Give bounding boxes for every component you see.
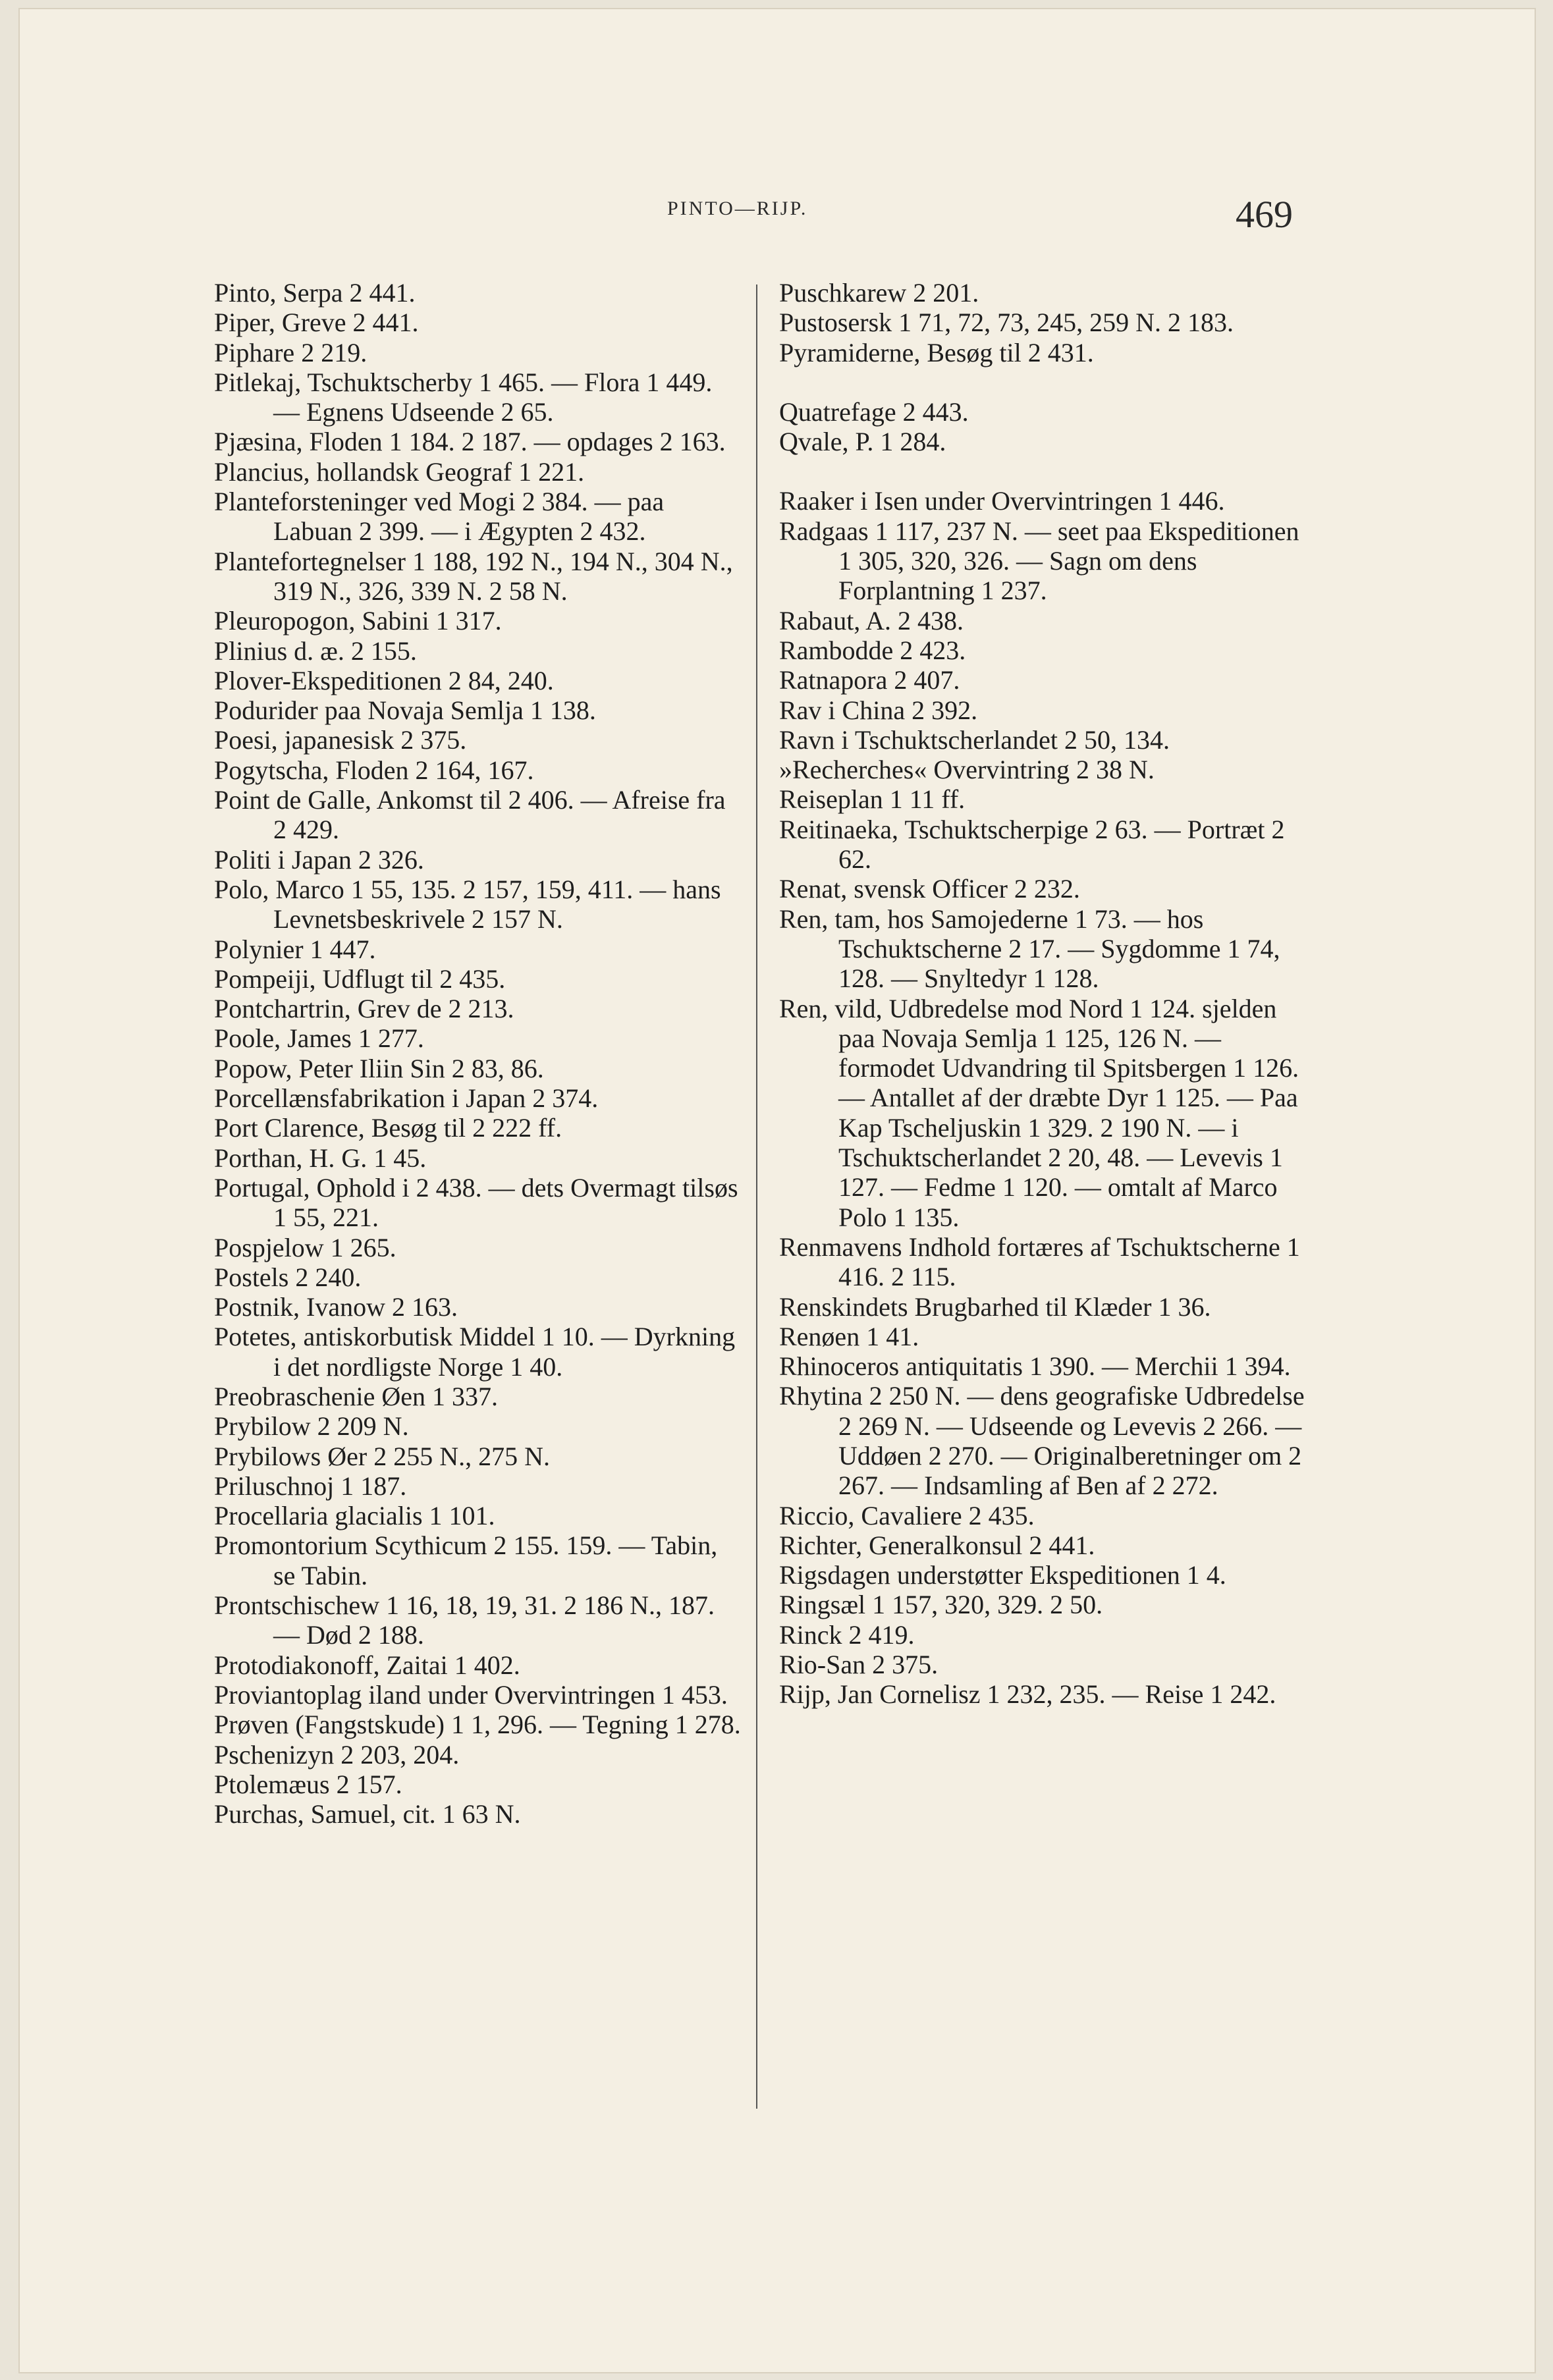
index-entry: Rav i China 2 392. xyxy=(779,695,978,725)
index-entry: Reitinaeka, Tschuktscherpige 2 63. — Portræt 2 62. xyxy=(779,814,1285,875)
index-entry: Pinto, Serpa 2 441. xyxy=(214,278,416,308)
index-entry: Promontorium Scythicum 2 155. 159. — Tabin, se Tabin. xyxy=(214,1530,718,1590)
index-entry: Renøen 1 41. xyxy=(779,1321,919,1351)
index-entry: Poole, James 1 277. xyxy=(214,1023,424,1054)
book-page xyxy=(18,8,1536,2373)
index-group-p xyxy=(779,278,1306,367)
group-spacer xyxy=(779,367,1306,397)
index-entry: Pospjelow 1 265. xyxy=(214,1232,396,1262)
index-column-right xyxy=(779,278,1306,1710)
index-entry: »Recherches« Overvintring 2 38 N. xyxy=(779,755,1155,785)
index-entry: Proviantoplag iland under Overvintringen 1 453. xyxy=(214,1679,728,1710)
index-entry: Porthan, H. G. 1 45. xyxy=(214,1143,427,1173)
index-entry: Renskindets Brugbarhed til Klæder 1 36. xyxy=(779,1291,1211,1322)
column-divider xyxy=(756,284,757,2109)
index-entry: Pleuropogon, Sabini 1 317. xyxy=(214,606,502,636)
index-entry: Preobraschenie Øen 1 337. xyxy=(214,1381,498,1411)
index-entry: Rinck 2 419. xyxy=(779,1619,915,1650)
index-entry: Qvale, P. 1 284. xyxy=(779,427,946,457)
index-entry: Plancius, hollandsk Geograf 1 221. xyxy=(214,456,585,487)
index-entry: Riccio, Cavaliere 2 435. xyxy=(779,1500,1035,1530)
index-entry: Purchas, Samuel, cit. 1 63 N. xyxy=(214,1799,521,1829)
index-entry: Radgaas 1 117, 237 N. — seet paa Ekspeditionen 1 305, 320, 326. — Sagn om dens Forplantning 1 237. xyxy=(779,516,1299,606)
index-entry: Rabaut, A. 2 438. xyxy=(779,605,964,636)
index-entry: Pyramiderne, Besøg til 2 431. xyxy=(779,337,1094,367)
index-entry: Raaker i Isen under Overvintringen 1 446. xyxy=(779,486,1225,516)
index-entry: Rhinoceros antiquitatis 1 390. — Merchii 1 394. xyxy=(779,1351,1291,1382)
index-entry: Procellaria glacialis 1 101. xyxy=(214,1501,495,1531)
index-entry: Pjæsina, Floden 1 184. 2 187. — opdages 2 163. xyxy=(214,427,726,457)
index-entry: Priluschnoj 1 187. xyxy=(214,1471,407,1501)
index-entry: Ren, tam, hos Samojederne 1 73. — hos Tschuktscherne 2 17. — Sygdomme 1 74, 128. — Snyltedyr 1 128. xyxy=(779,904,1280,994)
index-entry: Piper, Greve 2 441. xyxy=(214,308,419,338)
index-entry: Portugal, Ophold i 2 438. — dets Overmagt tilsøs 1 55, 221. xyxy=(214,1172,738,1233)
running-header: PINTO—RIJP. xyxy=(667,198,808,219)
group-spacer xyxy=(779,456,1306,486)
index-entry: Point de Galle, Ankomst til 2 406. — Afreise fra 2 429. xyxy=(214,785,726,845)
index-entry: Ratnapora 2 407. xyxy=(779,665,960,695)
index-entry: Piphare 2 219. xyxy=(214,337,368,367)
index-entry: Port Clarence, Besøg til 2 222 ff. xyxy=(214,1113,562,1143)
index-entry: Ren, vild, Udbredelse mod Nord 1 124. sjelden paa Novaja Semlja 1 125, 126 N. — formodet Udvandring til Spitsbergen 1 126. — Antallet af der dræbte Dyr 1 125. — Paa Kap Tscheljuskin 1 329. 2 190 N. — i Tschuktscherlandet 2 20, 48. — Levevis 1 127. — Fedme 1 120. — omtalt af Marco Polo 1 135. xyxy=(779,993,1299,1232)
index-entry: Renmavens Indhold fortæres af Tschuktscherne 1 416. 2 115. xyxy=(779,1231,1300,1292)
page-number: 469 xyxy=(1236,193,1293,236)
index-entry: Quatrefage 2 443. xyxy=(779,396,969,427)
index-group-q xyxy=(779,397,1306,457)
index-entry: Pitlekaj, Tschuktscherby 1 465. — Flora 1 449. — Egnens Udseende 2 65. xyxy=(214,367,713,427)
index-entry: Plantefortegnelser 1 188, 192 N., 194 N., 304 N., 319 N., 326, 339 N. 2 58 N. xyxy=(214,546,733,606)
index-entry: Poesi, japanesisk 2 375. xyxy=(214,725,467,755)
index-entry: Pontchartrin, Grev de 2 213. xyxy=(214,994,514,1024)
index-entry: Polynier 1 447. xyxy=(214,934,376,964)
index-entry: Plover-Ekspeditionen 2 84, 240. xyxy=(214,665,554,695)
index-entry: Puschkarew 2 201. xyxy=(779,278,979,308)
index-entry: Reiseplan 1 11 ff. xyxy=(779,784,966,815)
index-entry: Postels 2 240. xyxy=(214,1262,362,1292)
index-entry: Potetes, antiskorbutisk Middel 1 10. — Dyrkning i det nordligste Norge 1 40. xyxy=(214,1322,736,1382)
index-entry: Polo, Marco 1 55, 135. 2 157, 159, 411. — hans Levnetsbeskrivele 2 157 N. xyxy=(214,874,721,934)
index-entry: Pogytscha, Floden 2 164, 167. xyxy=(214,755,534,785)
index-entry: Rambodde 2 423. xyxy=(779,635,966,665)
index-entry: Prybilows Øer 2 255 N., 275 N. xyxy=(214,1441,550,1471)
index-entry: Prøven (Fangstskude) 1 1, 296. — Tegning 1 278. xyxy=(214,1710,741,1740)
index-entry: Prybilow 2 209 N. xyxy=(214,1411,409,1442)
index-entry: Ringsæl 1 157, 320, 329. 2 50. xyxy=(779,1590,1103,1620)
index-entry: Prontschischew 1 16, 18, 19, 31. 2 186 N., 187. — Død 2 188. xyxy=(214,1590,715,1650)
index-entry: Ptolemæus 2 157. xyxy=(214,1769,402,1799)
index-column-left xyxy=(214,278,741,1829)
index-entry: Rhytina 2 250 N. — dens geografiske Udbredelse 2 269 N. — Udseende og Levevis 2 266. — Uddøen 2 270. — Originalberetninger om 2 267. — Indsamling af Ben af 2 272. xyxy=(779,1381,1305,1501)
index-group-r xyxy=(779,486,1306,1709)
index-entry: Protodiakonoff, Zaitai 1 402. xyxy=(214,1650,520,1680)
index-entry: Rijp, Jan Cornelisz 1 232, 235. — Reise 1 242. xyxy=(779,1679,1276,1710)
index-entry: Porcellænsfabrikation i Japan 2 374. xyxy=(214,1083,599,1114)
index-entry: Plinius d. æ. 2 155. xyxy=(214,636,417,666)
index-entry: Popow, Peter Iliin Sin 2 83, 86. xyxy=(214,1053,544,1083)
index-entry: Podurider paa Novaja Semlja 1 138. xyxy=(214,695,596,726)
index-entry: Politi i Japan 2 326. xyxy=(214,844,424,875)
index-entry: Ravn i Tschuktscherlandet 2 50, 134. xyxy=(779,724,1170,755)
index-entry: Pustosersk 1 71, 72, 73, 245, 259 N. 2 183. xyxy=(779,308,1234,338)
index-entry: Pompeiji, Udflugt til 2 435. xyxy=(214,963,506,994)
index-entry: Pschenizyn 2 203, 204. xyxy=(214,1739,460,1770)
index-entry: Richter, Generalkonsul 2 441. xyxy=(779,1530,1095,1560)
index-entry: Postnik, Ivanow 2 163. xyxy=(214,1292,458,1322)
index-entry: Renat, svensk Officer 2 232. xyxy=(779,874,1080,904)
index-entry: Planteforsteninger ved Mogi 2 384. — paa Labuan 2 399. — i Ægypten 2 432. xyxy=(214,487,665,547)
index-entry: Rio-San 2 375. xyxy=(779,1650,939,1680)
index-entry: Rigsdagen understøtter Ekspeditionen 1 4. xyxy=(779,1560,1226,1590)
